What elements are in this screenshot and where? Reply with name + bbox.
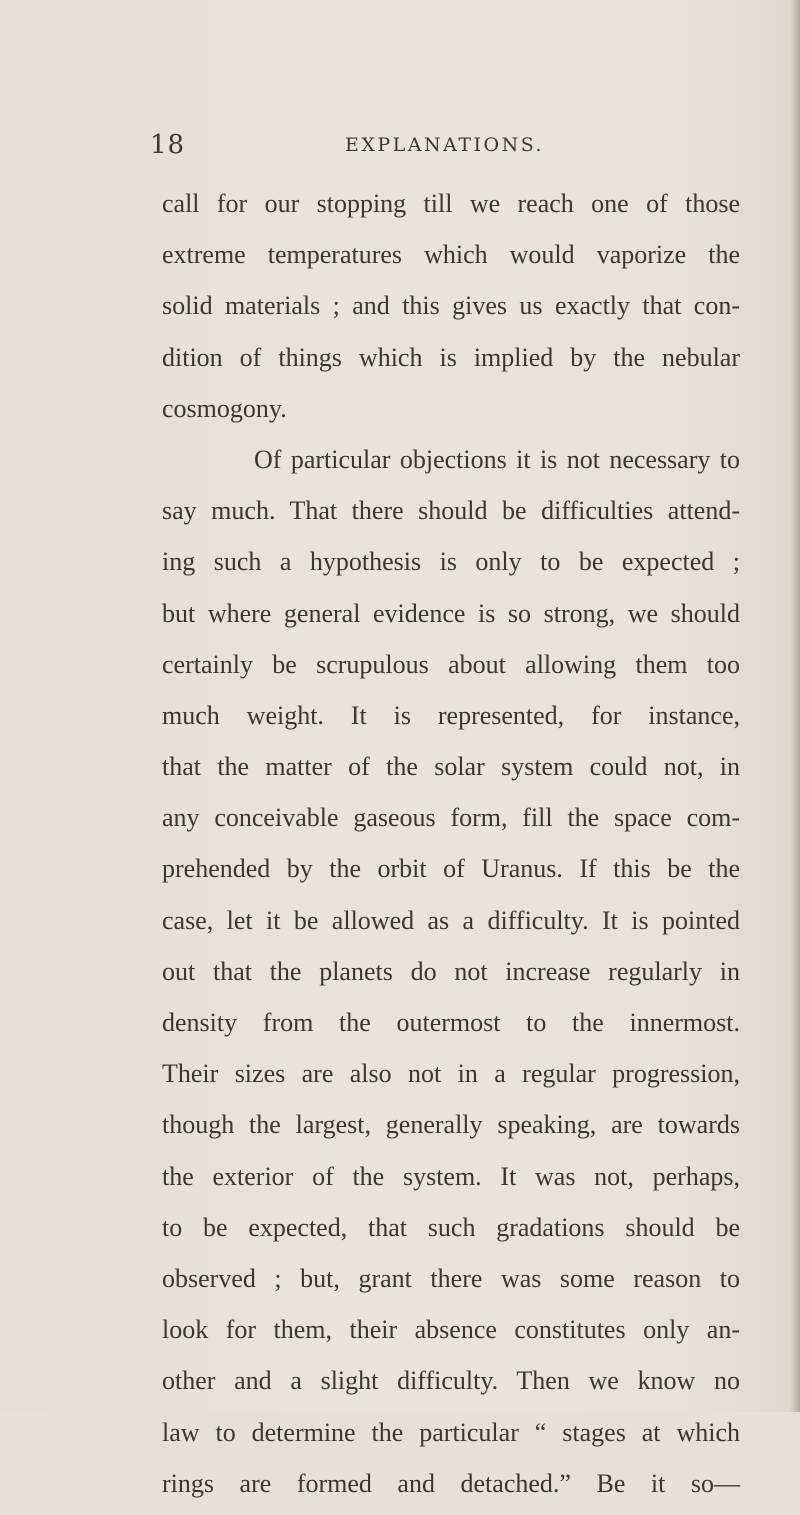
text-line: solid materials ; and this gives us exactly that con- [162, 291, 740, 321]
text-line: case, let it be allowed as a difficulty. It is pointed [162, 905, 740, 935]
text-line: density from the outermost to the innermost. [162, 1008, 740, 1037]
page-header [150, 130, 670, 170]
text-line: say much. That there should be difficulties attend- [162, 496, 740, 526]
body-text [162, 184, 740, 1515]
text-line: look for them, their absence constitutes only an- [162, 1315, 740, 1345]
text-line: other and a slight difficulty. Then we know no [162, 1366, 740, 1396]
text-line: ing such a hypothesis is only to be expected ; [162, 547, 740, 577]
text-line: any conceivable gaseous form, fill the space com- [162, 803, 740, 833]
text-line: rings are formed and detached.” Be it so— [162, 1468, 740, 1498]
text-line: out that the planets do not increase regularly in [162, 956, 740, 986]
text-line: call for our stopping till we reach one of those [162, 189, 740, 218]
text-line: the exterior of the system. It was not, perhaps, [162, 1161, 740, 1191]
text-line: observed ; but, grant there was some reason to [162, 1263, 740, 1293]
text-line: Their sizes are also not in a regular progression, [162, 1059, 740, 1089]
text-line: though the largest, generally speaking, are towards [162, 1110, 740, 1140]
text-line: extreme temperatures which would vaporize the [162, 240, 740, 270]
paragraph-start-line: Of particular objections it is not necessary to [254, 444, 740, 474]
text-line: but where general evidence is so strong, we should [162, 598, 740, 628]
text-line: certainly be scrupulous about allowing them too [162, 649, 740, 679]
text-line: that the matter of the solar system could not, in [162, 752, 740, 782]
running-head: EXPLANATIONS. [345, 134, 545, 156]
text-line: to be expected, that such gradations should be [162, 1212, 740, 1242]
text-line: dition of things which is implied by the nebular [162, 342, 740, 372]
text-line: much weight. It is represented, for instance, [162, 700, 740, 730]
paragraph-end-line: cosmogony. [162, 393, 287, 423]
text-line: prehended by the orbit of Uranus. If this be the [162, 854, 740, 884]
page-number: 18 [150, 130, 186, 160]
text-line: law to determine the particular “ stages at which [162, 1417, 740, 1447]
page-edge-shadow [790, 0, 800, 1412]
